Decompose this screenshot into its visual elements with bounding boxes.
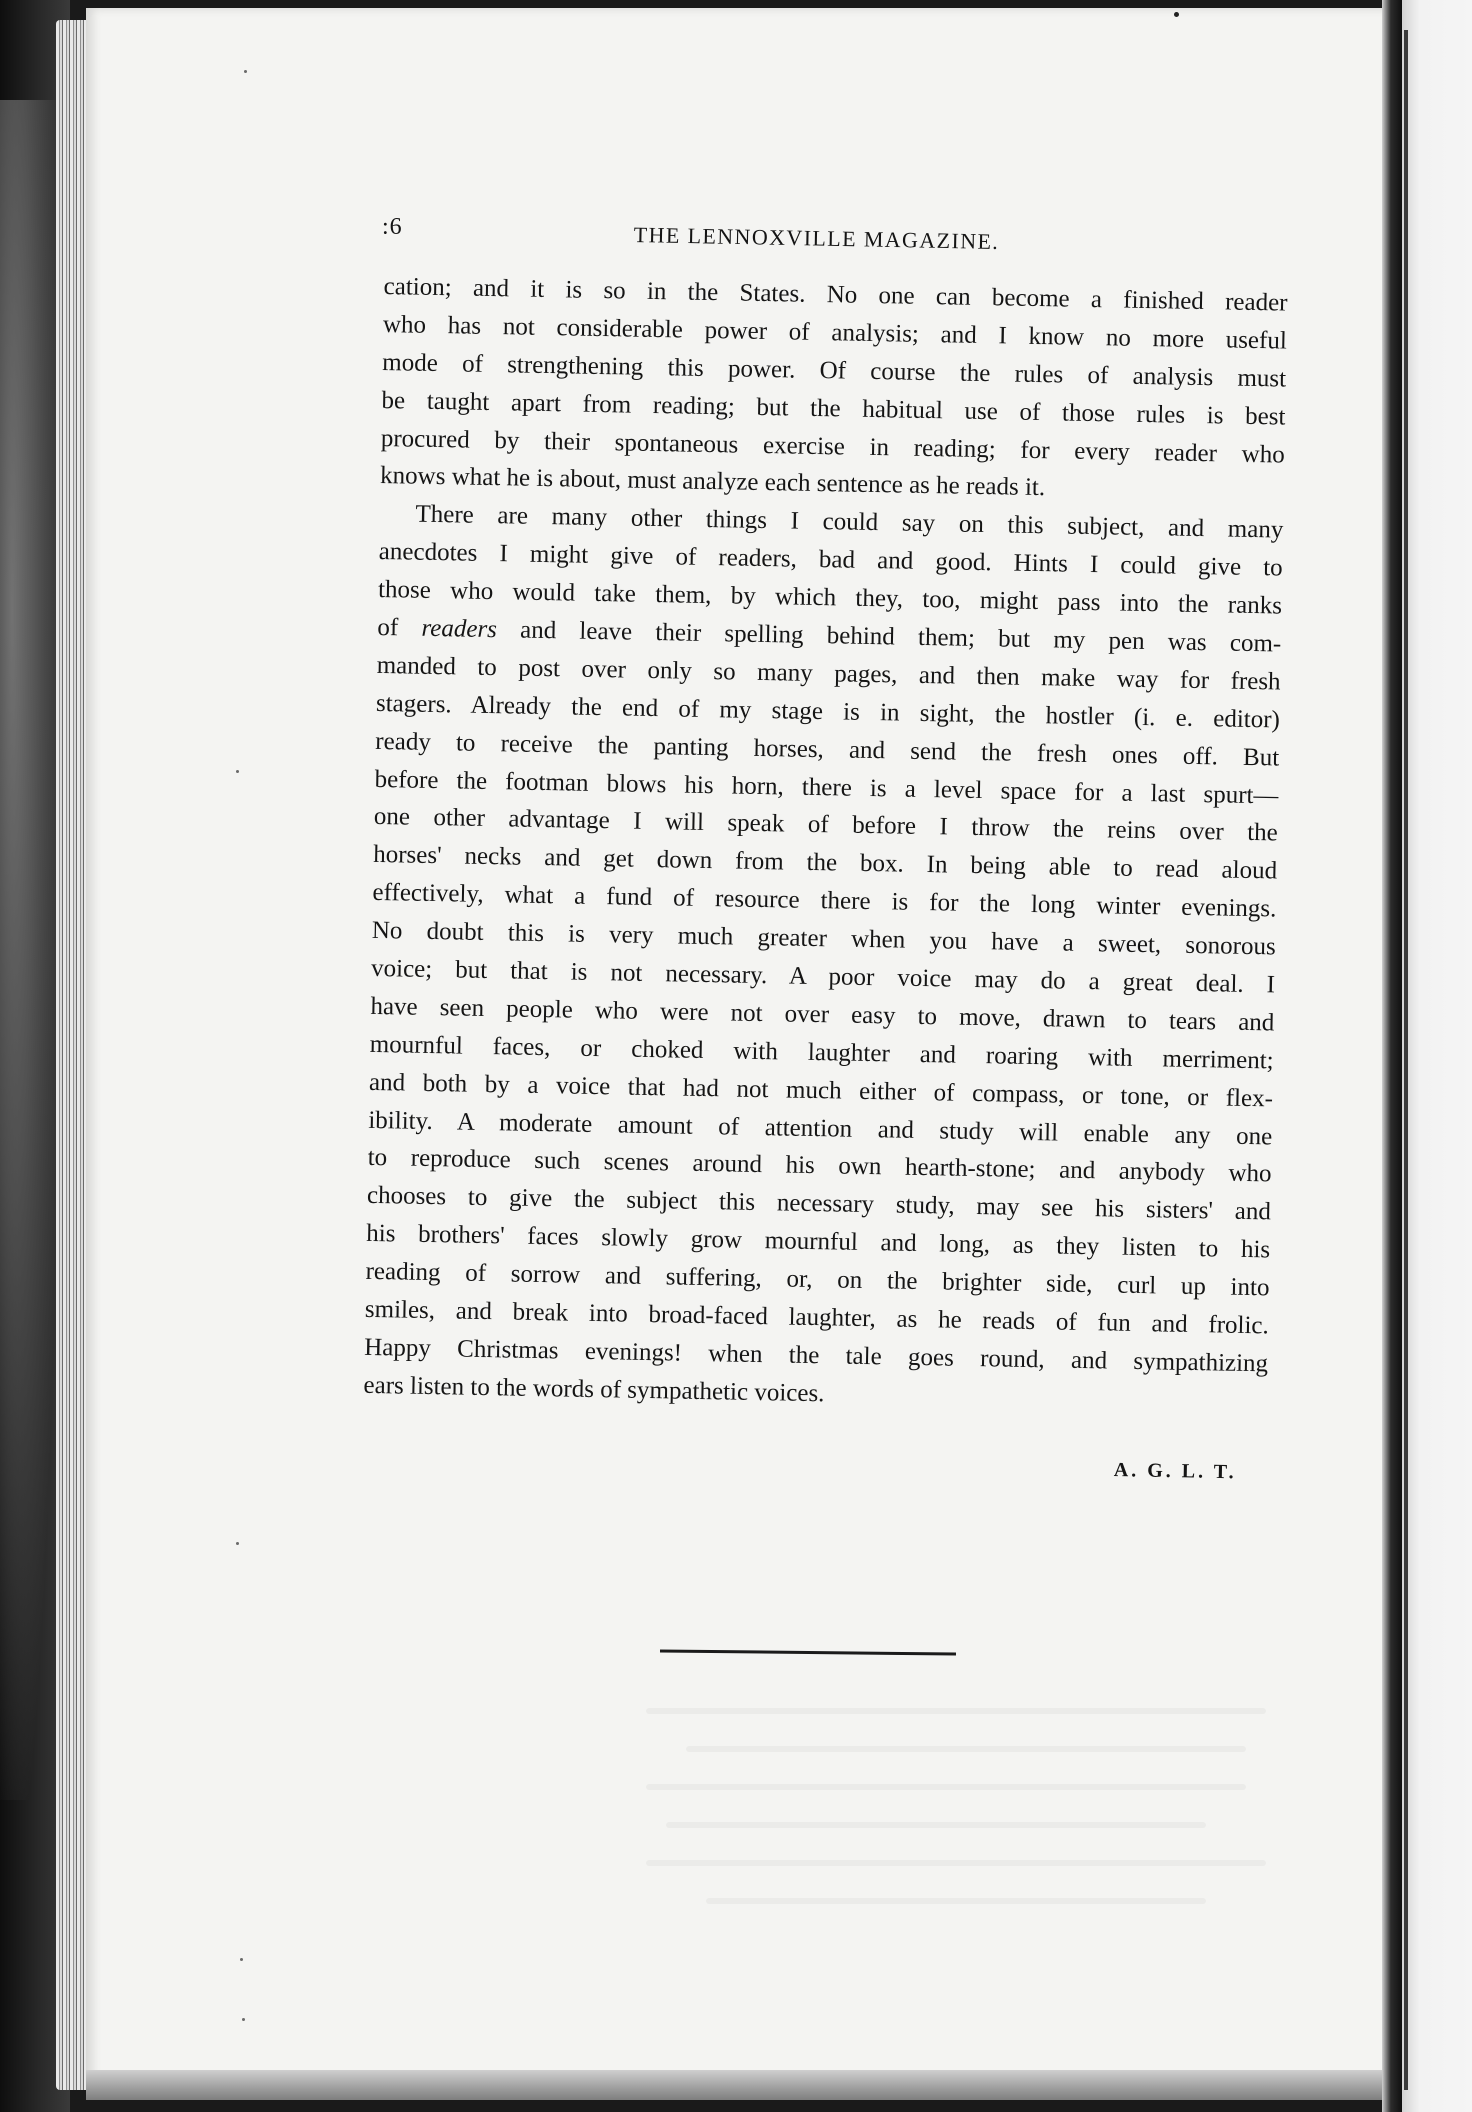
page-number: :6 — [382, 214, 403, 240]
dust-speck — [236, 1542, 239, 1545]
text-line: mode of strengthening this power. Of course the rules of analysis must — [382, 348, 1287, 393]
text-line: have seen people who were not over easy to move, drawn to tears and — [370, 992, 1275, 1037]
page-bottom-edge — [86, 2070, 1386, 2100]
text-line: voice; but that is not necessary. A poor voice may do a great deal. I — [370, 954, 1276, 999]
text-line: his brothers' faces slowly grow mournful and long, as they listen to his — [366, 1220, 1271, 1264]
text-line: ibility. A moderate amount of attention and study will enable any one — [368, 1106, 1273, 1151]
adjacent-page — [1402, 0, 1472, 2112]
text-line: reading of sorrow and suffering, or, on the brighter side, curl up into — [365, 1257, 1270, 1302]
running-head: THE LENNOXVILLE MAGAZINE. — [633, 222, 1000, 255]
text-line: knows what he is about, must analyze each sentence as he reads it. — [379, 462, 1046, 502]
dust-speck — [236, 770, 239, 773]
bleed-through-mark — [686, 1746, 1246, 1752]
text-line: be taught apart from reading; but the habitual use of those rules is best — [381, 386, 1286, 431]
text-line: before the footman blows his horn, there is a level space for a last spurt— — [374, 765, 1279, 810]
text-line: ears listen to the words of sympathetic voices. — [363, 1371, 825, 1408]
bleed-through-mark — [666, 1822, 1206, 1828]
text-line: chooses to give the subject this necessary study, may see his sisters' and — [366, 1182, 1272, 1226]
text-line: horses' necks and get down from the box. In being able to read aloud — [372, 841, 1278, 885]
text-line: and both by a voice that had not much either of compass, or tone, or flex- — [368, 1068, 1274, 1113]
bleed-through-mark — [706, 1898, 1206, 1904]
dust-speck — [242, 2018, 245, 2021]
text-line: ready to receive the panting horses, and send the fresh ones off. But — [375, 727, 1280, 772]
text-line: one other advantage I will speak of before I throw the reins over the — [373, 803, 1279, 847]
text-line: There are many other things I could say on this subject, and many — [415, 500, 1284, 544]
text-line: procured by their spontaneous exercise in reading; for every reader who — [380, 424, 1285, 469]
bleed-through-mark — [646, 1860, 1266, 1866]
text-line: manded to post over only so many pages, and then make way for fresh — [376, 651, 1281, 696]
text-line: mournful faces, or choked with laughter and roaring with merriment; — [369, 1030, 1274, 1075]
text-line: who has not considerable power of analysis; and I know no more useful — [382, 310, 1288, 355]
text-line-italic-word: of readers and leave their spelling behind them; but my pen was com- — [377, 613, 1282, 658]
dust-speck — [244, 70, 247, 73]
left-scan-smudge — [0, 100, 60, 1800]
dust-speck — [240, 1958, 243, 1961]
text-line: smiles, and break into broad-faced laughter, as he reads of fun and frolic. — [364, 1295, 1270, 1340]
bleed-through-mark — [646, 1784, 1246, 1790]
text-line: those who would take them, by which they, too, might pass into the ranks — [377, 576, 1283, 620]
text-line: cation; and it is so in the States. No one can become a finished reader — [383, 272, 1288, 317]
body-text — [363, 268, 1288, 1421]
right-gutter-shadow — [1382, 0, 1404, 2112]
bleed-through-mark — [646, 1708, 1266, 1714]
text-line: anecdotes I might give of readers, bad and good. Hints I could give to — [378, 538, 1283, 582]
text-line: stagers. Already the end of my stage is in sight, the hostler (i. e. editor) — [375, 689, 1281, 734]
text-line: Happy Christmas evenings! when the tale goes round, and sympathizing — [363, 1333, 1269, 1378]
text-line: to reproduce such scenes around his own hearth-stone; and anybody who — [367, 1144, 1272, 1188]
dust-speck — [1174, 12, 1179, 17]
text-line: No doubt this is very much greater when you have a sweet, sonorous — [371, 917, 1276, 961]
author-signature: A. G. L. T. — [1113, 1459, 1237, 1484]
adjacent-page-edge — [1404, 30, 1408, 2090]
text-line: effectively, what a fund of resource there is for the long winter evenings. — [372, 879, 1277, 923]
